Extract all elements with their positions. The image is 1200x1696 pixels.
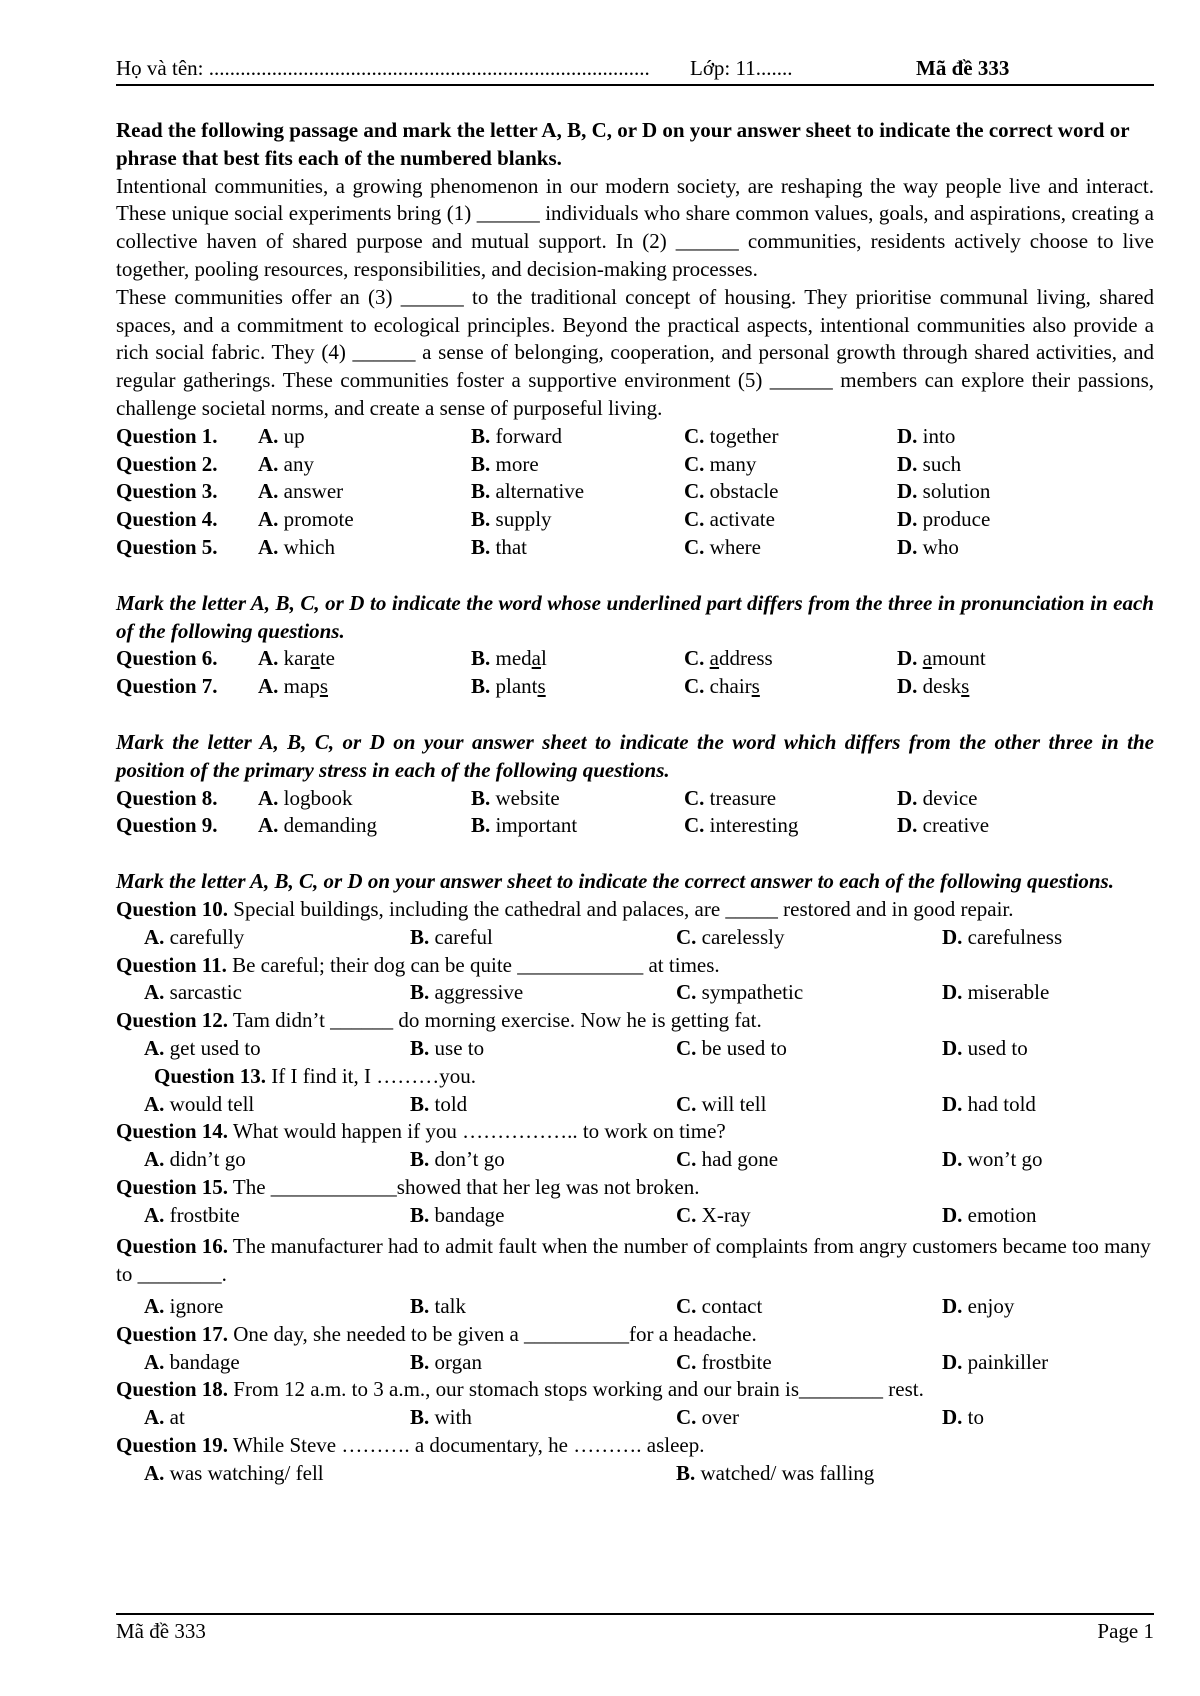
- passage-paragraph-1: Intentional communities, a growing phenomenon in our modern society, are reshaping the way people live and interact. These unique social experiments bring (1) ______ individuals who share common values, goals, and aspirations, creating a collective haven of shared purpose and mutual support. In (2) ______ communities, residents actively choose to live together, pooling resources, responsibilities, and decision-making processes.: [116, 173, 1154, 281]
- section-3-instruction: Mark the letter A, B, C, or D on your answer sheet to indicate the word which differs from the other three in the position of the primary stress in each of the following questions.: [116, 729, 1154, 782]
- question-18: Question 18. From 12 a.m. to 3 a.m., our stomach stops working and our brain is________ rest.: [116, 1377, 924, 1402]
- question-17-options: A. bandage B. organ C. frostbite D. painkiller: [144, 1349, 1049, 1374]
- exam-content: [116, 117, 1154, 1488]
- question-13: Question 13. If I find it, I ………you.: [154, 1063, 476, 1088]
- question-15-options: A. frostbite B. bandage C. X-ray D. emotion: [144, 1202, 1037, 1227]
- question-12-options: A. get used to B. use to C. be used to D. used to: [144, 1035, 1028, 1060]
- question-14-options: A. didn’t go B. don’t go C. had gone D. won’t go: [144, 1147, 1043, 1172]
- question-1: Question 1. A. up B. forward C. together D. into: [116, 423, 956, 448]
- class-label: Lớp: 11.......: [690, 56, 793, 80]
- question-15: Question 15. The ____________showed that her leg was not broken.: [116, 1174, 700, 1199]
- question-10: Question 10. Special buildings, including the cathedral and palaces, are _____ restored and in good repair.: [116, 896, 1014, 921]
- question-5: Question 5. A. which B. that C. where D. who: [116, 534, 959, 559]
- question-19-options: A. was watching/ fell B. watched/ was falling: [144, 1460, 875, 1485]
- name-field-label: Họ và tên: ....................................................................................: [116, 56, 650, 80]
- question-2: Question 2. A. any B. more C. many D. such: [116, 451, 962, 476]
- question-14: Question 14. What would happen if you …………….. to work on time?: [116, 1119, 726, 1144]
- header: [116, 56, 1154, 86]
- question-16-options: A. ignore B. talk C. contact D. enjoy: [144, 1294, 1015, 1319]
- question-11: Question 11. Be careful; their dog can be quite ____________ at times.: [116, 952, 720, 977]
- question-6: Question 6. A. karate B. medal C. address D. amount: [116, 646, 986, 671]
- footer-exam-code: Mã đề 333: [116, 1619, 206, 1643]
- question-19: Question 19. While Steve ………. a documentary, he ………. asleep.: [116, 1433, 705, 1458]
- section-1-instruction: Read the following passage and mark the letter A, B, C, or D on your answer sheet to indicate the correct word or phrase that best fits each of the numbered blanks.: [116, 118, 1130, 170]
- question-10-options: A. carefully B. careful C. carelessly D. carefulness: [144, 924, 1063, 949]
- question-7: Question 7. A. maps B. plants C. chairs D. desks: [116, 674, 970, 699]
- footer: [116, 1619, 1154, 1644]
- question-3: Question 3. A. answer B. alternative C. obstacle D. solution: [116, 479, 991, 504]
- header-divider: [116, 84, 1154, 86]
- footer-divider: [116, 1613, 1154, 1615]
- exam-code: Mã đề 333: [916, 56, 1010, 80]
- question-12: Question 12. Tam didn’t ______ do morning exercise. Now he is getting fat.: [116, 1008, 762, 1033]
- question-9: Question 9. A. demanding B. important C. interesting D. creative: [116, 813, 990, 838]
- question-18-options: A. at B. with C. over D. to: [144, 1405, 985, 1430]
- passage-paragraph-2: These communities offer an (3) ______ to the traditional concept of housing. They prioritise communal living, shared spaces, and a commitment to ecological principles. Beyond the practical aspects, intentional communities also provide a rich social fabric. They (4) ______ a sense of belonging, cooperation, and personal growth through shared activities, and regular gatherings. These communities foster a supportive environment (5) ______ members can explore their passions, challenge societal norms, and create a sense of purposeful living.: [116, 284, 1154, 420]
- question-8: Question 8. A. logbook B. website C. treasure D. device: [116, 785, 978, 810]
- question-16: Question 16. The manufacturer had to admit fault when the number of complaints from angry customers became too many to ________.: [116, 1234, 1151, 1287]
- question-11-options: A. sarcastic B. aggressive C. sympathetic D. miserable: [144, 980, 1050, 1005]
- question-13-options: A. would tell B. told C. will tell D. had told: [144, 1091, 1036, 1116]
- question-17: Question 17. One day, she needed to be given a __________for a headache.: [116, 1321, 757, 1346]
- page-number: Page 1: [1097, 1619, 1154, 1643]
- question-4: Question 4. A. promote B. supply C. activate D. produce: [116, 507, 991, 532]
- section-4-instruction: Mark the letter A, B, C, or D on your answer sheet to indicate the correct answer to each of the following questions.: [116, 869, 1114, 894]
- section-2-instruction: Mark the letter A, B, C, or D to indicate the word whose underlined part differs from the three in pronunciation in each of the following questions.: [116, 590, 1154, 643]
